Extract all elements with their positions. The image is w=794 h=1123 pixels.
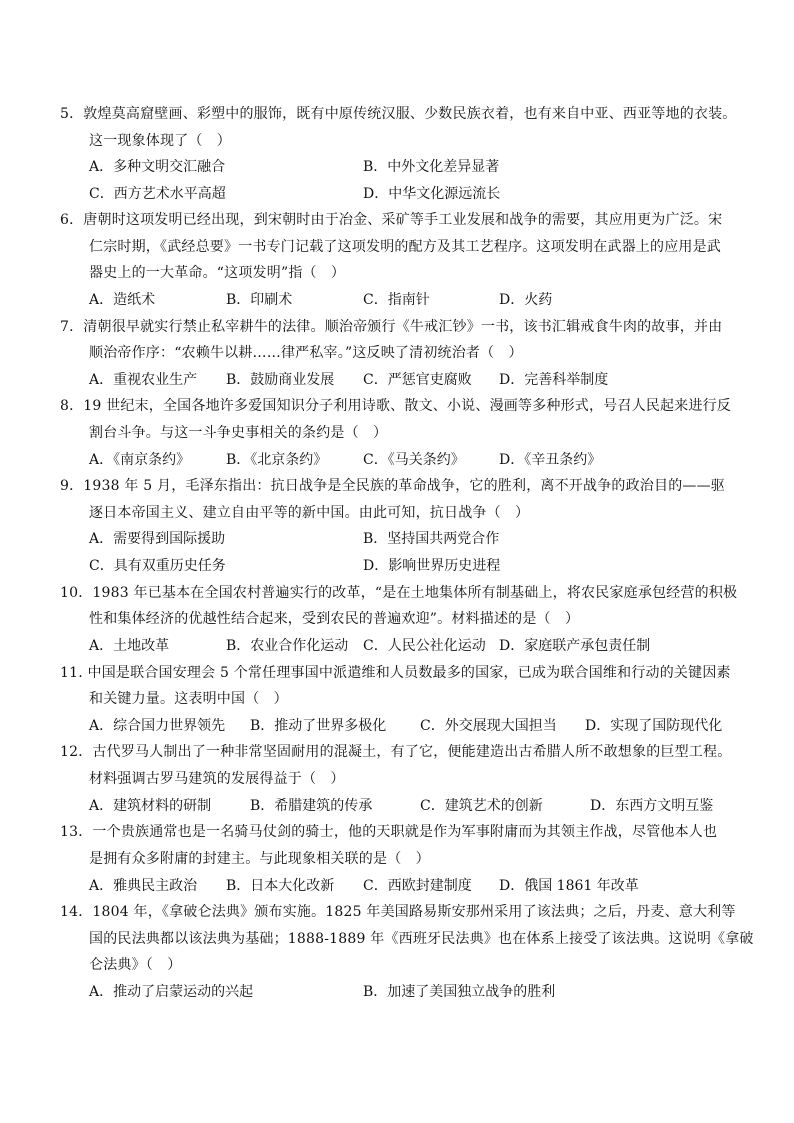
question-stem-line: 13．一个贵族通常也是一名骑马仗剑的骑士，他的天职就是作为军事附庸而为其领主作战，尽管他本人也 [60, 824, 718, 840]
question-stem-line: 性和集体经济的优越性结合起来，受到农民的普遍欢迎”。材料描述的是（ ） [89, 611, 580, 627]
question-stem-line: 14．1804 年，《拿破仑法典》颁布实施。1825 年美国路易斯安那州采用了该法典；之后，丹麦、意大利等 [60, 904, 736, 920]
option-a[interactable]: A．推动了启蒙运动的兴起 [89, 984, 254, 1000]
question-stem-line: 5．敦煌莫高窟壁画、彩塑中的服饰，既有中原传统汉服、少数民族衣着，也有来自中亚、西亚等地的衣装。 [60, 106, 737, 122]
question-stem-line: 10．1983 年已基本在全国农村普遍实行的改革，“是在土地集体所有制基础上，将农民家庭承包经营的积极 [60, 585, 738, 601]
question-stem-line: 和关键力量。这表明中国（ ） [89, 691, 288, 707]
option-b[interactable]: B．《北京条约》 [226, 452, 328, 468]
option-d[interactable]: D．中华文化源远流长 [363, 186, 501, 202]
option-a[interactable]: A．雅典民主政治 [89, 878, 198, 894]
option-c[interactable]: C．建筑艺术的创新 [420, 798, 543, 814]
question-stem-line: 仁宗时期，《武经总要》一书专门记载了这项发明的配方及其工艺程序。这项发明在武器上的应用是武 [89, 239, 721, 255]
option-d[interactable]: D．俄国 1861 年改革 [499, 878, 639, 894]
option-a[interactable]: A．土地改革 [89, 638, 170, 654]
option-b[interactable]: B．坚持国共两党合作 [363, 531, 500, 547]
option-a[interactable]: A．多种文明交汇融合 [89, 159, 226, 175]
option-b[interactable]: B．中外文化差异显著 [363, 159, 500, 175]
question-stem-line: 是拥有众多附庸的封建主。与此现象相关联的是（ ） [89, 851, 430, 867]
option-c[interactable]: C．外交展现大国担当 [420, 718, 557, 734]
question-stem-line: 顺治帝作序：“农赖牛以耕……律严私宰。”这反映了清初统治者（ ） [89, 345, 523, 361]
question-stem-line: 11. 中国是联合国安理会 5 个常任理事国中派遣维和人员数最多的国家，已成为联合国维和行动的关键因素 [60, 665, 731, 681]
question-stem-line: 器史上的一大革命。“这项发明”指（ ） [89, 265, 346, 281]
option-a[interactable]: A．需要得到国际援助 [89, 531, 226, 547]
option-d[interactable]: D．《辛丑条约》 [499, 452, 602, 468]
option-b[interactable]: B．印刷术 [226, 292, 293, 308]
option-b[interactable]: B．鼓励商业发展 [226, 372, 335, 388]
option-c[interactable]: C．《马关条约》 [363, 452, 465, 468]
option-d[interactable]: D．完善科举制度 [499, 372, 609, 388]
option-d[interactable]: D．实现了国防现代化 [585, 718, 723, 734]
option-b[interactable]: B．农业合作化运动 [226, 638, 349, 654]
option-c[interactable]: C．西方艺术水平高超 [89, 186, 226, 202]
option-b[interactable]: B．日本大化改新 [226, 878, 335, 894]
option-d[interactable]: D．家庭联产承包责任制 [499, 638, 651, 654]
option-c[interactable]: C．具有双重历史任务 [89, 558, 226, 574]
option-c[interactable]: C．严惩官吏腐败 [363, 372, 472, 388]
option-b[interactable]: B．加速了美国独立战争的胜利 [363, 984, 556, 1000]
option-a[interactable]: A．造纸术 [89, 292, 156, 308]
question-stem-line: 9．1938 年 5 月，毛泽东指出：抗日战争是全民族的革命战争，它的胜利，离不开战争的政治目的——驱 [60, 478, 725, 494]
option-d[interactable]: D．影响世界历史进程 [363, 558, 501, 574]
question-stem-line: 6．唐朝时这项发明已经出现，到宋朝时由于冶金、采矿等手工业发展和战争的需要，其应用更为广泛。宋 [60, 212, 723, 228]
question-stem-line: 这一现象体现了（ ） [89, 133, 231, 149]
question-stem-line: 逐日本帝国主义、建立自由平等的新中国。由此可知，抗日战争（ ） [89, 505, 530, 521]
question-stem-line: 12．古代罗马人制出了一种非常坚固耐用的混凝土，有了它，便能建造出古希腊人所不敢想象的巨型工程。 [60, 744, 732, 760]
question-stem-line: 国的民法典都以该法典为基础；1888-1889 年《西班牙民法典》也在体系上接受了该法典。这说明《拿破 [89, 931, 754, 947]
option-b[interactable]: B．推动了世界多极化 [250, 718, 387, 734]
question-stem-line: 7．清朝很早就实行禁止私宰耕牛的法律。顺治帝颁行《牛戒汇钞》一书，该书汇辑戒食牛肉的故事，并由 [60, 319, 723, 335]
question-stem-line: 8．19 世纪末，全国各地许多爱国知识分子利用诗歌、散文、小说、漫画等多种形式，号召人民起来进行反 [60, 398, 731, 414]
option-b[interactable]: B．希腊建筑的传承 [250, 798, 373, 814]
question-stem-line: 仑法典》（ ） [89, 957, 182, 973]
option-c[interactable]: C．人民公社化运动 [363, 638, 486, 654]
option-d[interactable]: D．火药 [499, 292, 553, 308]
question-stem-line: 割台斗争。与这一斗争史事相关的条约是（ ） [89, 425, 388, 441]
option-a[interactable]: A．《南京条约》 [89, 452, 191, 468]
option-d[interactable]: D．东西方文明互鉴 [590, 798, 714, 814]
option-c[interactable]: C．指南针 [363, 292, 430, 308]
option-a[interactable]: A．综合国力世界领先 [89, 718, 226, 734]
option-a[interactable]: A．建筑材料的研制 [89, 798, 212, 814]
option-c[interactable]: C．西欧封建制度 [363, 878, 472, 894]
option-a[interactable]: A．重视农业生产 [89, 372, 198, 388]
question-stem-line: 材料强调古罗马建筑的发展得益于（ ） [89, 771, 345, 787]
